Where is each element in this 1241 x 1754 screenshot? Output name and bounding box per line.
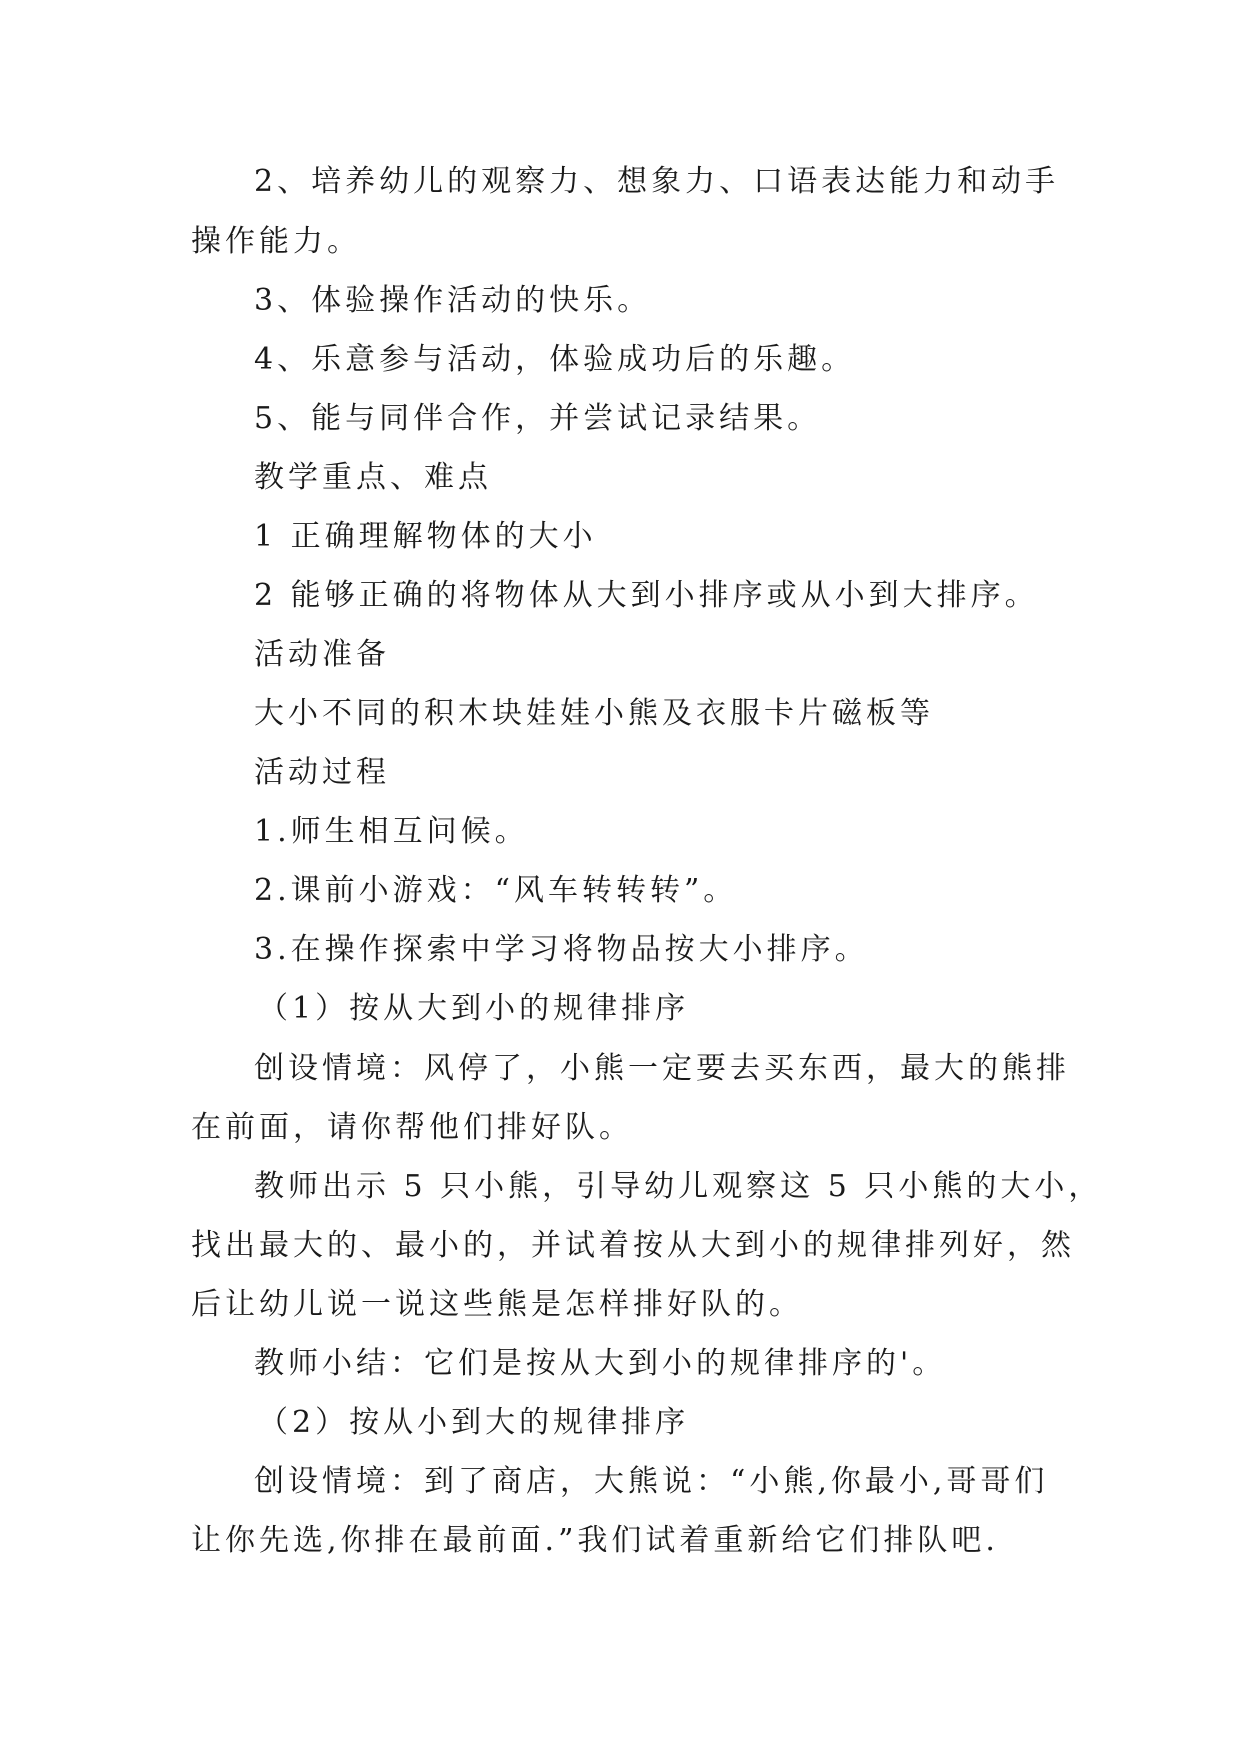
text-line: （2）按从小到大的规律排序	[258, 1405, 690, 1440]
text-line: 大小不同的积木块娃娃小熊及衣服卡片磁板等	[254, 696, 934, 731]
text-line: 创设情境：到了商店，大熊说：“小熊,你最小,哥哥们	[254, 1464, 1049, 1499]
text-line: 4、乐意参与活动，体验成功后的乐趣。	[254, 342, 856, 377]
text-line: 教师小结：它们是按从大到小的规律排序的'。	[254, 1346, 947, 1381]
text-line: 创设情境：风停了，小熊一定要去买东西，最大的熊排	[254, 1051, 1070, 1086]
text-line: 2.课前小游戏：“风车转转转”。	[254, 873, 738, 908]
section-heading: 教学重点、难点	[254, 460, 492, 495]
text-line: 在前面，请你帮他们排好队。	[191, 1110, 633, 1145]
text-line: 教师出示 5 只小熊，引导幼儿观察这 5 只小熊的大小，	[254, 1169, 1103, 1204]
text-line: 3、体验操作活动的快乐。	[254, 283, 652, 318]
text-line: 操作能力。	[191, 224, 361, 259]
text-line: 找出最大的、最小的，并试着按从大到小的规律排列好，然	[191, 1228, 1075, 1263]
section-heading: 活动准备	[254, 637, 390, 672]
section-heading: 活动过程	[254, 755, 390, 790]
text-line: 1.师生相互问候。	[254, 814, 529, 849]
text-line: 5、能与同伴合作，并尝试记录结果。	[254, 401, 822, 436]
text-line: 后让幼儿说一说这些熊是怎样排好队的。	[191, 1287, 803, 1322]
text-line: 3.在操作探索中学习将物品按大小排序。	[254, 932, 869, 967]
text-line: 2 能够正确的将物体从大到小排序或从小到大排序。	[254, 578, 1039, 613]
text-line: （1）按从大到小的规律排序	[258, 991, 690, 1026]
text-line: 2、培养幼儿的观察力、想象力、口语表达能力和动手	[254, 164, 1060, 199]
text-line: 让你先选,你排在最前面.”我们试着重新给它们排队吧.	[191, 1523, 999, 1558]
text-line: 1 正确理解物体的大小	[254, 519, 597, 554]
